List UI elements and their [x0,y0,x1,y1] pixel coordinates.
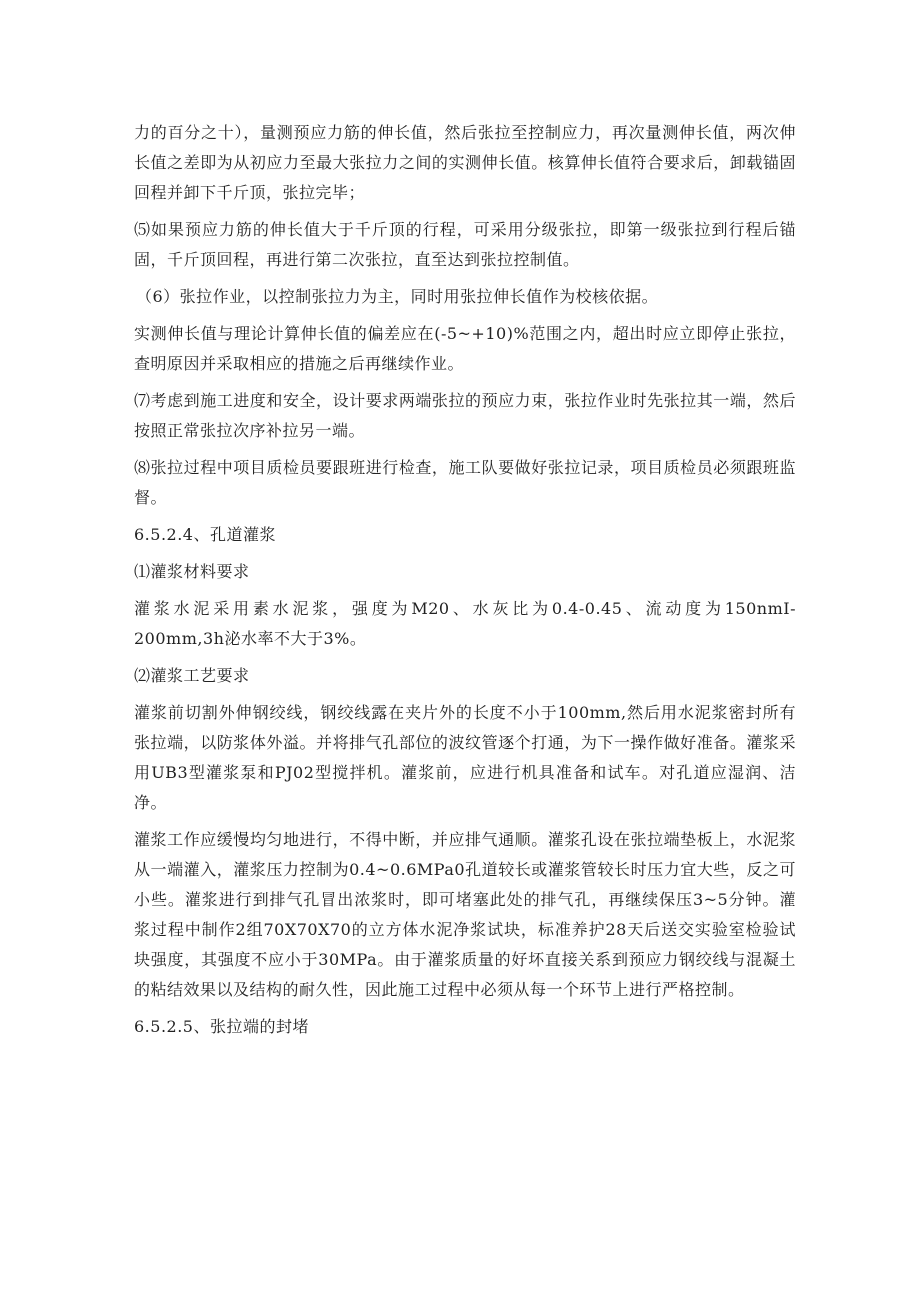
paragraph-two-end-tension: ⑺考虑到施工进度和安全，设计要求两端张拉的预应力束，张拉作业时先张拉其一端，然后按照正常张拉次序补拉另一端。 [134,391,796,440]
paragraph-grout-procedure: 灌浆工作应缓慢均匀地进行，不得中断，并应排气通顺。灌浆孔设在张拉端垫板上，水泥浆从一端灌入，灌浆压力控制为0.4~0.6MPa0孔道较长或灌浆管较长时压力宜大些，反之可小些。灌浆进行到排气孔冒出浓浆时，即可堵塞此处的排气孔，再继续保压3~5分钟。灌浆过程中制作2组70X70X70的立方体水泥净浆试块，标准养护28天后送交实验室检验试块强度，其强度不应小于30MPa。由于灌浆质量的好坏直接关系到预应力钢绞线与混凝土的粘结效果以及结构的耐久性，因此施工过程中必须从每一个环节上进行严格控制。 [134,830,796,999]
document-body [134,118,796,1049]
section-heading-end-sealing: 6.5.2.5、张拉端的封堵 [134,1017,309,1036]
paragraph-elongation-deviation: 实测伸长值与理论计算伸长值的偏差应在(-5~+10)%范围之内，超出时应立即停止张拉，查明原因并采取相应的措施之后再继续作业。 [134,324,796,373]
section-heading-grouting: 6.5.2.4、孔道灌浆 [134,525,276,544]
paragraph-grout-material: 灌浆水泥采用素水泥浆，强度为M20、水灰比为0.4-0.45、流动度为150nmI-200mm,3h泌水率不大于3%。 [134,599,796,648]
paragraph-grout-preparation: 灌浆前切割外伸钢绞线，钢绞线露在夹片外的长度不小于100mm,然后用水泥浆密封所有张拉端，以防浆体外溢。并将排气孔部位的波纹管逐个打通，为下一操作做好准备。灌浆采用UB3型灌浆泵和PJ02型搅拌机。灌浆前，应进行机具准备和试车。对孔道应湿润、洁净。 [134,703,796,812]
paragraph-stretch-measure: 力的百分之十），量测预应力筋的伸长值，然后张拉至控制应力，再次量测伸长值，两次伸长值之差即为从初应力至最大张拉力之间的实测伸长值。核算伸长值符合要求后，卸载锚固回程并卸下千斤顶，张拉完毕； [134,123,796,202]
paragraph-quality-inspection: ⑻张拉过程中项目质检员要跟班进行检查，施工队要做好张拉记录，项目质检员必须跟班监督。 [134,458,796,507]
subheading-grout-material: ⑴灌浆材料要求 [134,562,250,581]
paragraph-staged-tensioning: ⑸如果预应力筋的伸长值大于千斤顶的行程，可采用分级张拉，即第一级张拉到行程后锚固，千斤顶回程，再进行第二次张拉，直至达到张拉控制值。 [134,220,796,269]
subheading-grout-process: ⑵灌浆工艺要求 [134,666,250,685]
paragraph-tension-control: （6）张拉作业，以控制张拉力为主，同时用张拉伸长值作为校核依据。 [136,287,659,306]
